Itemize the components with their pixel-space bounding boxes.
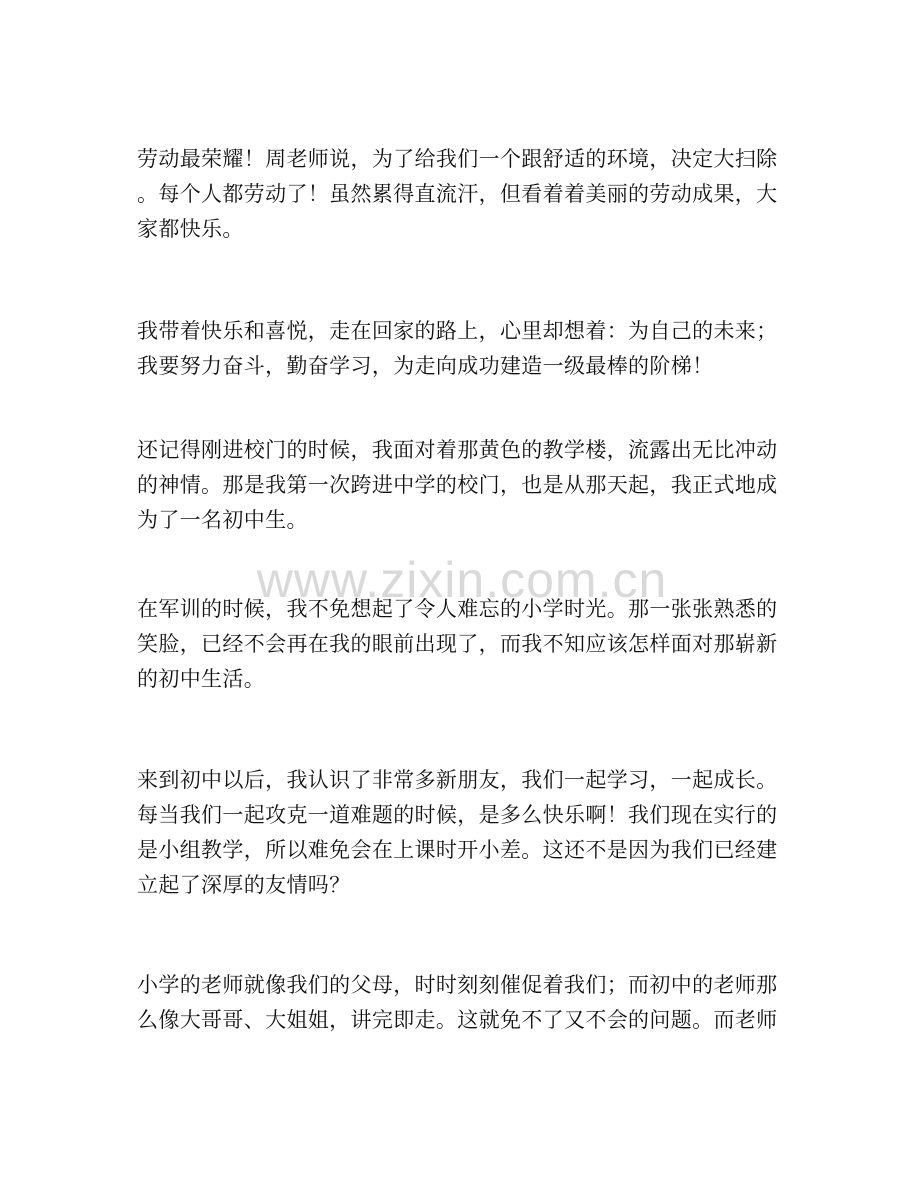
text-line: 么像大哥哥、大姐姐，讲完即走。这就免不了又不会的问题。而老师 <box>137 1008 778 1032</box>
text-line: 为了一名初中生。 <box>137 508 308 532</box>
text-line: 我带着快乐和喜悦，走在回家的路上，心里却想着：为自己的未来； <box>137 319 778 343</box>
watermark-text: www.zixin.com.cn <box>256 552 668 608</box>
text-line: 在军训的时候，我不免想起了令人难忘的小学时光。那一张张熟悉的 <box>137 597 778 621</box>
paragraph-4 <box>137 592 787 697</box>
text-line: 小学的老师就像我们的父母，时时刻刻催促着我们；而初中的老师那 <box>137 973 778 997</box>
text-line: 的神情。那是我第一次跨进中学的校门，也是从那天起，我正式地成 <box>137 473 778 497</box>
paragraph-3 <box>137 433 787 538</box>
text-line: 还记得刚进校门的时候，我面对着那黄色的教学楼，流露出无比冲动 <box>137 438 778 462</box>
text-line: 。每个人都劳动了！虽然累得直流汗，但看着着美丽的劳动成果，大 <box>137 182 778 206</box>
paragraph-5 <box>137 763 787 903</box>
text-line: 来到初中以后，我认识了非常多新朋友，我们一起学习，一起成长。 <box>137 768 778 792</box>
text-line: 我要努力奋斗，勤奋学习，为走向成功建造一级最棒的阶梯！ <box>137 354 714 378</box>
text-line: 立起了深厚的友情吗？ <box>137 873 351 897</box>
paragraph-6 <box>137 968 787 1038</box>
text-line: 家都快乐。 <box>137 217 244 241</box>
text-line: 每当我们一起攻克一道难题的时候，是多么快乐啊！我们现在实行的 <box>137 803 778 827</box>
paragraph-1 <box>137 142 787 247</box>
text-line: 的初中生活。 <box>137 667 266 691</box>
text-line: 是小组教学，所以难免会在上课时开小差。这还不是因为我们已经建 <box>137 838 778 862</box>
paragraph-2 <box>137 314 787 384</box>
text-line: 笑脸，已经不会再在我的眼前出现了，而我不知应该怎样面对那崭新 <box>137 632 778 656</box>
text-line: 劳动最荣耀！周老师说，为了给我们一个跟舒适的环境，决定大扫除 <box>137 147 778 171</box>
